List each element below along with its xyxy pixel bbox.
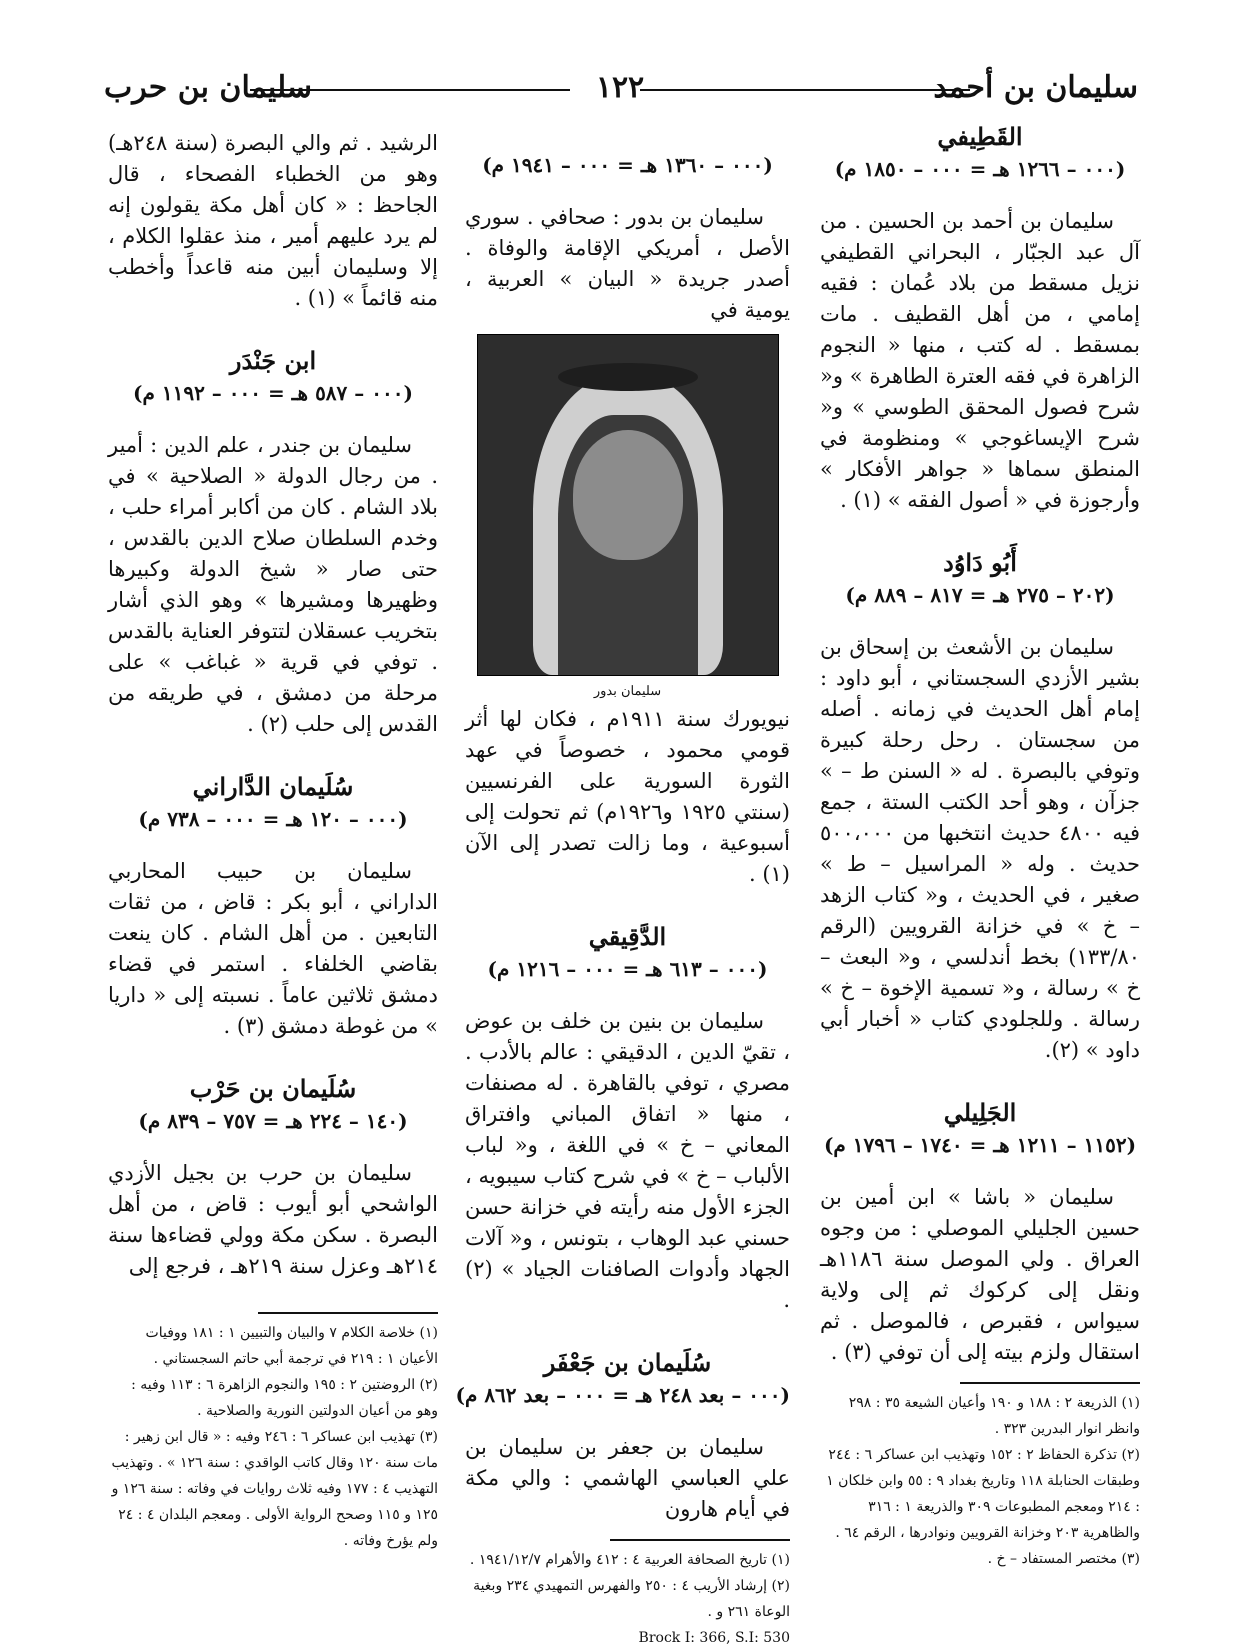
entry-dates: (١١٥٢ – ١٢١١ هـ = ١٧٤٠ – ١٧٩٦ م) [823,1133,1137,1157]
footnote: (٣) مختصر المستفاد – خ . [987,1551,1140,1567]
column-middle [455,150,791,1651]
page-header [0,66,1240,116]
entry-dates: (٠٠٠ – ١٣٦٠ هـ = ٠٠٠ – ١٩٤١ م) [482,153,773,177]
entry-text: سليمان بن حرب بن بجيل الأزدي الواشحي أبو أيوب : قاض ، من أهل البصرة . سكن مكة وولي قضاءها سنة ٢١٤هـ وعزل سنة ٢١٩هـ ، فرجع إلى [108,1161,438,1278]
entry-text: سليمان بن أحمد بن الحسين . من آل عبد الجبّار ، البحراني القطيفي نزيل مسقط من بلاد عُمان : فقيه إمامي ، من أهل القطيف . مات بمسقط . له كتب ، منها « النجوم الزاهرة في فقه العترة الطاهرة » و« شرح فصول المحقق الطوسي » و« شرح الإيساغوجي » ومنظومة في المنطق سماها « جواهر الأفكار » وأرجوزة في « أصول الفقه » (١) . [820,209,1140,512]
entry-heading: سُلَيمان بن حَرْب [189,1074,357,1103]
entry-heading: القَطِيفي [937,122,1023,151]
entry-dates: (٢٠٢ – ٢٧٥ هـ = ٨١٧ – ٨٨٩ م) [845,583,1115,607]
footnote-latin: Brock I: 366, S.I: 530 [638,1630,790,1646]
column-right [820,120,1140,1572]
entry-dates: (٠٠٠ – ٥٨٧ هـ = ٠٠٠ – ١١٩٢ م) [133,381,413,405]
entry-dates: (٠٠٠ – ١٢٠ هـ = ٠٠٠ – ٧٣٨ م) [138,807,408,831]
entry-dates: (٠٠٠ – ٦١٣ هـ = ٠٠٠ – ١٢١٦ م) [487,957,768,981]
footnote: (٢) تذكرة الحفاظ ٢ : ١٥٢ وتهذيب ابن عساكر ٦ : ٢٤٤ وطبقات الحنابلة ١١٨ وتاريخ بغداد ٩ : ٥٥ وابن خلكان ١ : ٢١٤ ومعجم المطبوعات ٣٠٩ والذريعة ١ : ٣١٦ والظاهرية ٢٠٣ وخزانة القرويين ونوادرها ، الرقم ٦٤ . [826,1447,1140,1541]
footnote: (١) الذريعة ٢ : ١٨٨ و ١٩٠ وأعيان الشيعة ٣٥ : ٢٩٨ وانظر انوار البدرين ٣٢٣ . [848,1395,1140,1437]
footnote: (٣) تهذيب ابن عساكر ٦ : ٢٤٦ وفيه : « قال ابن زهير : مات سنة ١٢٠ وقال كاتب الواقدي : سنة ١٢٦ » . وتهذيب التهذيب ٤ : ١٧٧ وفيه ثلاث روايات في وفاته : سنة ١٢٦ و ١٢٥ و ١١٥ وصحح الرواية الأولى . ومعجم البلدان ٤ : ٢٤ ولم يؤرخ وفاته . [111,1429,438,1549]
entry-dates: (١٤٠ – ٢٢٤ هـ = ٧٥٧ – ٨٣٩ م) [138,1109,408,1133]
footnote: (١) خلاصة الكلام ٧ والبيان والتبيين ١ : ١٨١ ووفيات الأعيان ١ : ٢١٩ في ترجمة أبي حاتم السجستاني . [145,1325,438,1367]
entry-heading: الجَلِيلي [943,1098,1017,1127]
entry-heading: ابن جَنْدَر [229,346,317,375]
page-number: ١٢٢ [595,70,645,105]
entry-text: سليمان بن حبيب المحاربي الداراني ، أبو بكر : قاض ، من ثقات التابعين . من أهل الشام . كان ينعت بقاضي الخلفاء . استمر في قضاء دمشق ثلاثين عاماً . نسبته إلى « داريا » من غوطة دمشق (٣) . [108,859,438,1038]
entry-text-continued: الرشيد . ثم والي البصرة (سنة ٢٤٨هـ) وهو من الخطباء الفصحاء ، قال الجاحظ : « كان أهل مكة يقولون إنه لم يرد عليهم أمير ، منذ عقلوا الكلام ، إلا وسليمان أبين منه قاعداً وأخطب منه قائماً » (١) . [108,131,438,310]
footnote-rule [610,1539,790,1541]
entry-dates: (٠٠٠ – ١٢٦٦ هـ = ٠٠٠ – ١٨٥٠ م) [834,157,1126,181]
entry-text: سليمان بن جعفر بن سليمان بن علي العباسي الهاشمي : والي مكة في أيام هارون [465,1435,790,1521]
entry-dates: (٠٠٠ – بعد ٢٤٨ هـ = ٠٠٠ – بعد ٨٦٢ م) [455,1383,790,1407]
entry-text: سليمان بن بدور : صحافي . سوري الأصل ، أمريكي الإقامة والوفاة . أصدر جريدة « البيان » العربية ، يومية في [465,205,790,322]
portrait-photo [477,334,779,676]
entry-text: سليمان بن الأشعث بن إسحاق بن بشير الأزدي السجستاني ، أبو داود : إمام أهل الحديث في زمانه . أصله من سجستان . رحل رحلة كبيرة وتوفي بالبصرة . له « السنن ط – » جزآن ، وهو أحد الكتب الستة ، جمع فيه ٤٨٠٠ حديث انتخبها من ٥٠٠،٠٠٠ حديث . وله « المراسيل – ط » صغير ، في الحديث ، و« كتاب الزهد – خ » في خزانة القرويين (الرقم ١٣٣/٨٠) بخط أندلسي ، و« البعث – خ » رسالة ، و« تسمية الإخوة – خ » رسالة . وللجلودي كتاب « أخبار أبي داود » (٢). [820,635,1140,1062]
running-head-right: سليمان بن أحمد [933,70,1138,105]
footnote: (١) تاريخ الصحافة العربية ٤ : ٤١٢ والأهرام ١٩٤١/١٢/٧ . [469,1552,790,1568]
running-head-left: سليمان بن حرب [104,70,313,105]
entry-text: سليمان بن بنين بن خلف بن عوض ، تقيّ الدين ، الدقيقي : عالم بالأدب . مصري ، توفي بالقاهرة . له مصنفات ، منها « اتفاق المباني وافتراق المعاني – خ » في اللغة ، و« لباب الألباب – خ » في شرح كتاب سيبويه ، الجزء الأول منه رأيته في خزانة حسن حسني عبد الوهاب ، بتونس ، و« آلات الجهاد وأدوات الصافنات الجياد » (٢) . [465,1009,790,1312]
entry-text-continued: نيويورك سنة ١٩١١م ، فكان لها أثر قومي محمود ، خصوصاً في عهد الثورة السورية على الفرنسيين (سنتي ١٩٢٥ و١٩٢٦م) ثم تحولت إلى أسبوعية ، وما زالت تصدر إلى الآن (١) . [465,707,791,886]
footnote-rule [258,1312,438,1314]
entry-heading: سُلَيمان بن جَعْفَر [543,1348,712,1377]
entry-heading: أَبُو دَاوُد [943,548,1017,577]
photo-caption: سليمان بدور [593,684,662,699]
entry-text: سليمان « باشا » ابن أمين بن حسين الجليلي الموصلي : من وجوه العراق . ولي الموصل سنة ١١٨٦هـ ونقل إلى كركوك ثم إلى ولاية سيواس ، فقبرص ، فالموصل . ثم استقال ولزم بيته إلى أن توفي (٣) . [820,1185,1140,1364]
entry-heading: الدَّقِيقي [588,922,667,951]
footnote: (٢) إرشاد الأريب ٤ : ٢٥٠ والفهرس التمهيدي ٢٣٤ وبغية الوعاة ٢٦١ و . [473,1578,790,1620]
footnote-rule [960,1382,1140,1384]
entry-heading: سُلَيمان الدَّاراني [192,772,354,801]
footnote: (٢) الروضتين ٢ : ١٩٥ والنجوم الزاهرة ٦ : ١١٣ وفيه : وهو من أعيان الدولتين النورية والصلاحية . [131,1377,438,1419]
entry-text: سليمان بن جندر ، علم الدين : أمير . من رجال الدولة « الصلاحية » في بلاد الشام . كان من أكابر أمراء حلب ، وخدم السلطان صلاح الدين بالقدس ، حتى صار « شيخ الدولة وكبيرها وظهيرها ومشيرها » وهو الذي أشار بتخريب عسقلان لتتوفر العناية بالقدس . توفي في قرية « غباغب » على مرحلة من دمشق ، في طريقه من القدس إلى حلب (٢) . [107,433,438,736]
column-left [108,128,438,1554]
